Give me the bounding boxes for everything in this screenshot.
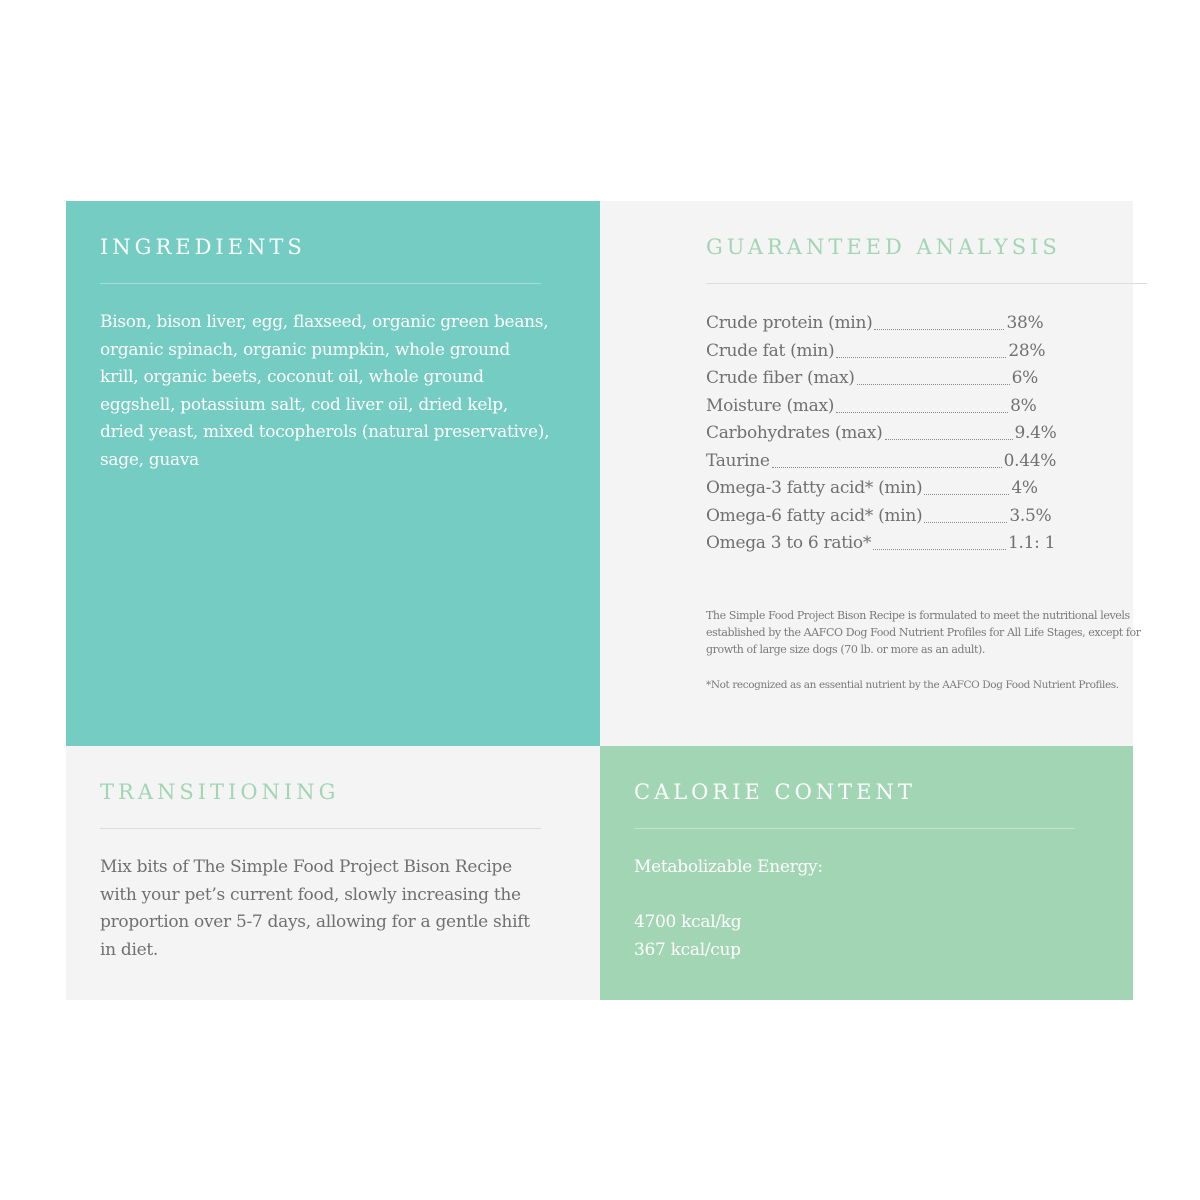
transitioning-heading: TRANSITIONING xyxy=(100,780,340,804)
analysis-label: Crude fiber (max) xyxy=(706,368,855,388)
dot-leader xyxy=(885,420,1013,440)
analysis-row xyxy=(706,503,1057,531)
calorie-divider xyxy=(634,828,1075,829)
analysis-value: 9.4% xyxy=(1014,423,1057,443)
dot-leader xyxy=(874,310,1004,330)
dot-leader xyxy=(924,475,1009,495)
transitioning-text: Mix bits of The Simple Food Project Bison Recipe with your pet’s current food, slowly increasing the proportion over 5-7 days, allowing for a gentle shift in diet. xyxy=(100,857,530,960)
dot-leader xyxy=(836,393,1008,413)
analysis-label: Crude fat (min) xyxy=(706,340,835,361)
metabolizable-energy-label: Metabolizable Energy: xyxy=(634,857,823,877)
dot-leader xyxy=(924,503,1007,523)
analysis-row xyxy=(706,530,1057,558)
analysis-value: 6% xyxy=(1011,368,1039,388)
analysis-label: Omega-6 fatty acid* (min) xyxy=(706,505,923,526)
analysis-label: Carbohydrates (max) xyxy=(706,423,883,443)
analysis-label: Crude protein (min) xyxy=(706,313,873,333)
analysis-value: 38% xyxy=(1006,313,1044,333)
analysis-row xyxy=(706,338,1057,366)
analysis-label: Omega-3 fatty acid* (min) xyxy=(706,478,923,498)
aafco-statement: The Simple Food Project Bison Recipe is formulated to meet the nutritional levels established by the AAFCO Dog Food Nutrient Profiles for All Life Stages, except for growth of large size dogs (70 lb. or more as an adult). xyxy=(706,609,1141,656)
ingredients-heading: INGREDIENTS xyxy=(100,235,306,259)
kcal-per-cup: 367 kcal/cup xyxy=(634,939,741,960)
dot-leader xyxy=(772,448,1002,468)
ingredients-divider xyxy=(100,283,541,284)
transitioning-panel xyxy=(66,746,600,1000)
analysis-label: Moisture (max) xyxy=(706,395,835,416)
analysis-label: Taurine xyxy=(706,450,770,471)
analysis-row xyxy=(706,420,1057,448)
dot-leader xyxy=(857,365,1010,385)
analysis-list xyxy=(706,310,1057,558)
ingredients-text: Bison, bison liver, egg, flaxseed, organic green beans, organic spinach, organic pumpkin, whole ground krill, organic beets, coconut oil, whole ground eggshell, potassium salt, cod liver oil, dried kelp, dried yeast, mixed tocopherols (natural preservative), sage, guava xyxy=(100,312,550,470)
transitioning-divider xyxy=(100,828,541,829)
analysis-value: 0.44% xyxy=(1003,450,1057,471)
analysis-row xyxy=(706,448,1057,476)
calorie-heading: CALORIE CONTENT xyxy=(634,780,916,804)
analysis-divider xyxy=(706,283,1147,284)
guaranteed-analysis-panel xyxy=(600,201,1141,746)
ingredients-panel xyxy=(66,201,600,746)
analysis-value: 3.5% xyxy=(1009,505,1052,526)
dot-leader xyxy=(873,530,1006,550)
analysis-value: 8% xyxy=(1010,395,1037,416)
calorie-values xyxy=(634,909,741,964)
analysis-row xyxy=(706,475,1057,503)
analysis-row xyxy=(706,310,1057,338)
analysis-value: 1.1: 1 xyxy=(1008,533,1056,553)
analysis-label: Omega 3 to 6 ratio* xyxy=(706,533,872,553)
analysis-row xyxy=(706,365,1057,393)
kcal-per-kg: 4700 kcal/kg xyxy=(634,912,742,932)
product-info-sheet xyxy=(66,201,1141,1000)
calorie-content-panel xyxy=(600,746,1133,1000)
footnote: *Not recognized as an essential nutrient by the AAFCO Dog Food Nutrient Profiles. xyxy=(706,679,1119,691)
analysis-heading: GUARANTEED ANALYSIS xyxy=(706,235,1061,259)
analysis-row xyxy=(706,393,1057,421)
analysis-value: 28% xyxy=(1008,340,1046,361)
analysis-value: 4% xyxy=(1011,478,1038,498)
dot-leader xyxy=(836,338,1006,358)
